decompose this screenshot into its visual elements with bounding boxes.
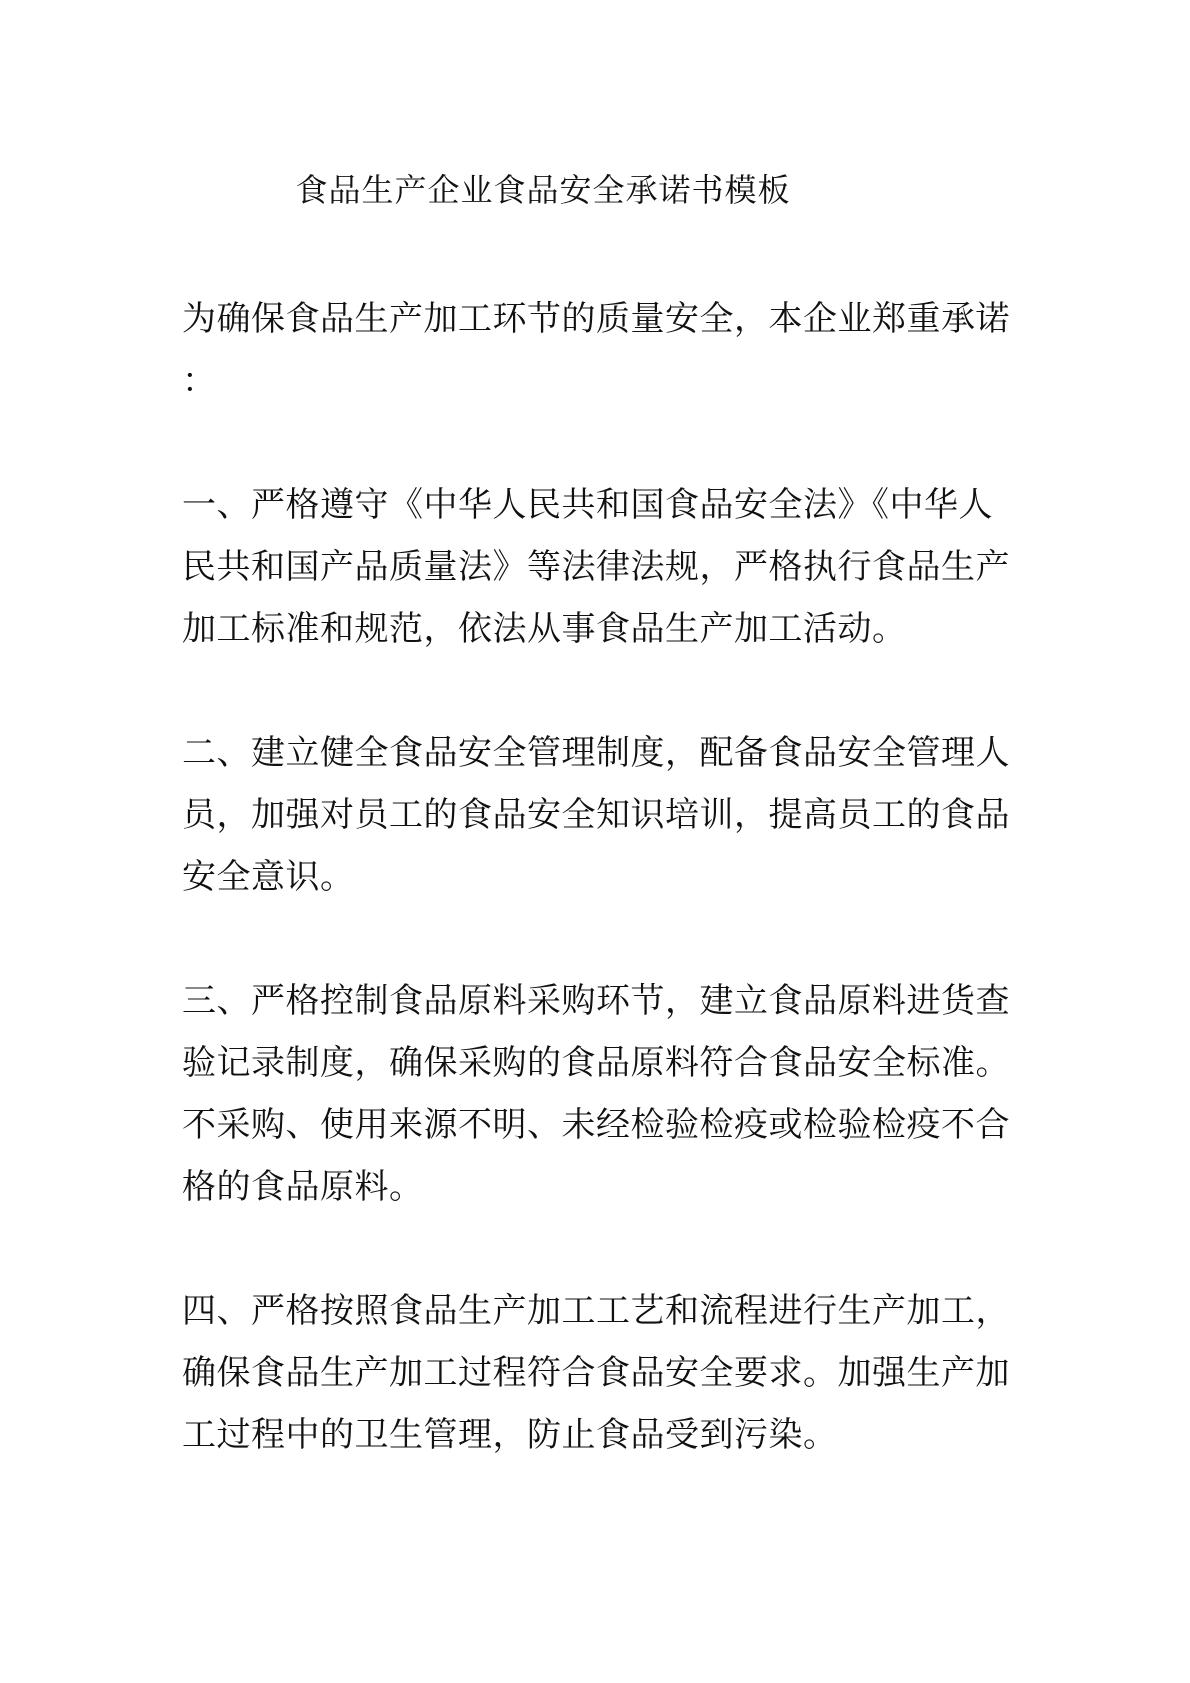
- document-body: [182, 288, 1014, 1528]
- clause-paragraph-1: 一、严格遵守《中华人民共和国食品安全法》《中华人民共和国产品质量法》等法律法规，严格执行食品生产加工标准和规范，依法从事食品生产加工活动。: [182, 485, 1010, 649]
- intro-paragraph: 为确保食品生产加工环节的质量安全，本企业郑重承诺：: [182, 299, 1010, 401]
- clause-paragraph-3: 三、严格控制食品原料采购环节，建立食品原料进货查验记录制度，确保采购的食品原料符合食品安全标准。不采购、使用来源不明、未经检验检疫或检验检疫不合格的食品原料。: [182, 981, 1010, 1207]
- clause-paragraph-4: 四、严格按照食品生产加工工艺和流程进行生产加工，确保食品生产加工过程符合食品安全要求。加强生产加工过程中的卫生管理，防止食品受到污染。: [182, 1291, 1010, 1455]
- document-title: 食品生产企业食品安全承诺书模板: [295, 171, 791, 209]
- clause-paragraph-2: 二、建立健全食品安全管理制度，配备食品安全管理人员，加强对员工的食品安全知识培训，提高员工的食品安全意识。: [182, 733, 1010, 897]
